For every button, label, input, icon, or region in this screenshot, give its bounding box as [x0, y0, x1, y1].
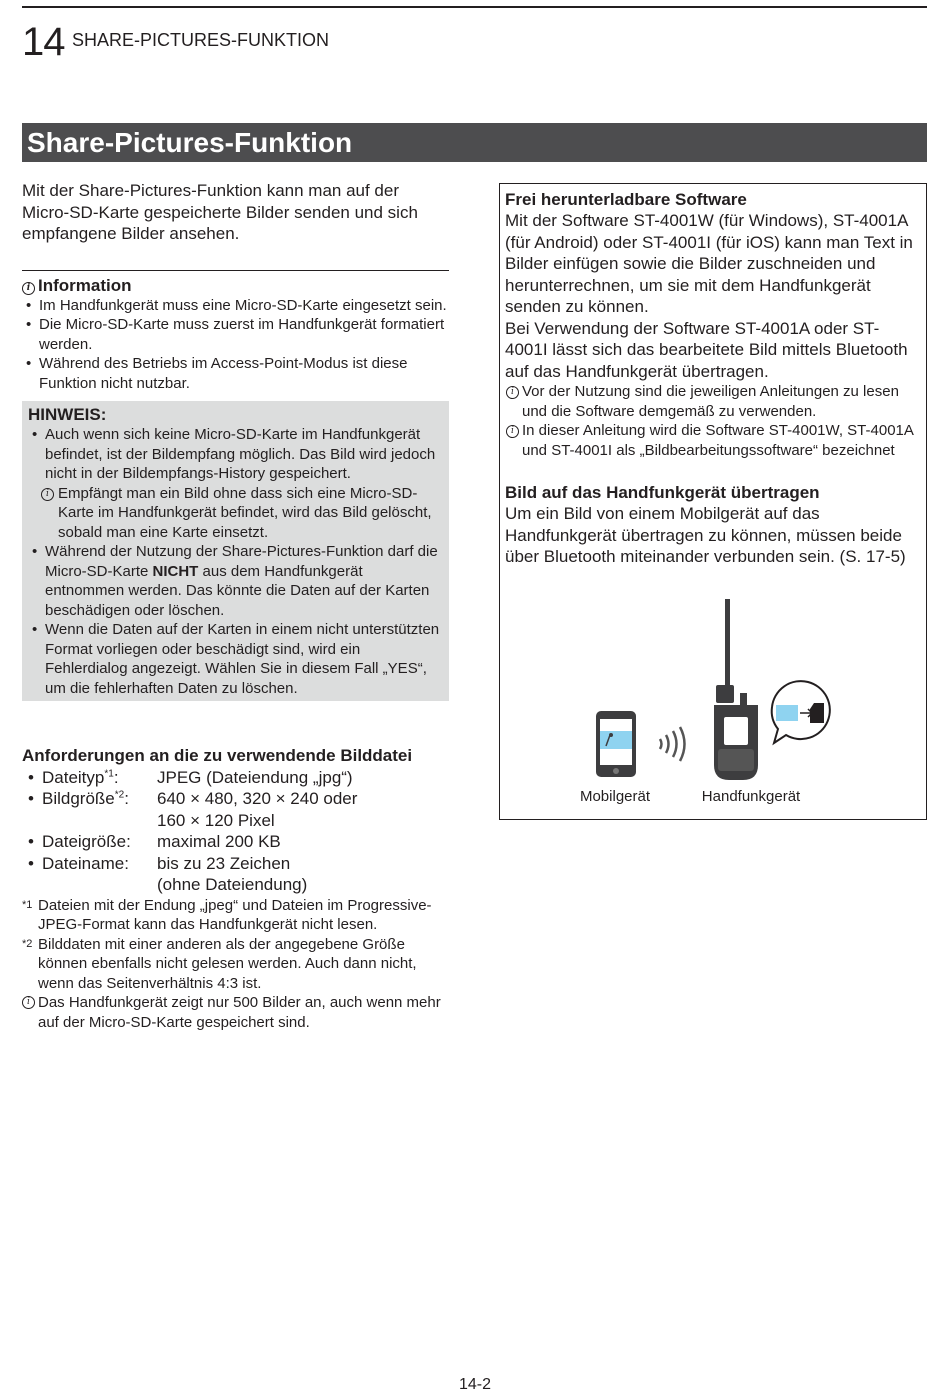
transfer-heading: Bild auf das Handfunkgerät übertragen — [505, 483, 820, 502]
transfer-text: Um ein Bild von einem Mobilgerät auf das Handfunkgerät übertragen zu können, müssen beide über Bluetooth miteinander verbunden sein. (S. 17-5) — [505, 504, 906, 566]
mobile-label: Mobilgerät — [579, 788, 651, 804]
footnote: *1 Dateien mit der Endung „jpeg“ und Dateien im Progressive-JPEG-Format kann das Handfunkgerät nicht lesen. — [22, 896, 432, 933]
header-rule — [22, 6, 927, 8]
list-item: • Während der Nutzung der Share-Pictures-Funktion darf die Micro-SD-Karte NICHT aus dem Handfunkgerät entnommen werden. Das könnte die Daten auf der Karten beschädigen oder löschen. — [28, 542, 443, 620]
info-circle-icon: i — [41, 488, 54, 501]
requirements-block — [22, 745, 449, 1032]
info-circle-icon: i — [22, 996, 35, 1009]
software-box — [499, 183, 927, 820]
info-note: i Vor der Nutzung sind die jeweiligen Anleitungen zu lesen und die Software demgemäß zu verwenden. — [505, 382, 921, 421]
page-number: 14-2 — [458, 1376, 492, 1393]
handheld-radio-icon — [714, 599, 758, 780]
requirements-heading: Anforderungen an die zu verwendende Bilddatei — [22, 746, 413, 765]
list-item: • Im Handfunkgerät muss eine Micro-SD-Karte eingesetzt sein. — [22, 296, 449, 316]
information-block — [22, 270, 449, 394]
footnote: *2 Bilddaten mit einer anderen als der angegebene Größe können ebenfalls nicht gelesen werden. Auch dann nicht, wenn das Seitenverhältnis 4:3 ist. — [22, 935, 417, 992]
software-heading: Frei herunterladbare Software — [505, 190, 747, 209]
hinweis-block — [22, 401, 449, 701]
radio-label: Handfunkgerät — [701, 788, 801, 804]
transfer-section — [505, 482, 921, 568]
hinweis-list — [28, 425, 443, 698]
info-circle-icon: i — [506, 386, 519, 399]
hinweis-heading: HINWEIS: — [28, 405, 107, 424]
information-heading: i Information — [22, 275, 449, 296]
intro-text: Mit der Share-Pictures-Funktion kann man auf der Micro-SD-Karte gespeicherte Bilder senden und sich empfangene Bilder ansehen. — [22, 181, 418, 243]
chapter-number: 14 — [22, 20, 65, 64]
radio-waves-icon — [660, 727, 685, 761]
speech-bubble-icon — [772, 681, 830, 743]
requirement-row: • Dateityp$^{*1}$: JPEG (Dateiendung „jpg“) — [22, 767, 449, 789]
list-item: • Wenn die Daten auf der Karten in einem nicht unterstützten Format vorliegen oder beschädigt sind, wird ein Fehlerdialog angezeigt. Wählen Sie in diesem Fall „YES“, um die fehlerhaften Daten zu löschen. — [28, 620, 443, 698]
requirement-row: • Dateiname: bis zu 23 Zeichen (ohne Dateiendung) — [22, 853, 449, 896]
software-text: Mit der Software ST-4001W (für Windows), ST-4001A (für Android) oder ST-4001I (für iOS) kann man Text in Bilder einfügen sowie die Bilder zuschneiden und herunterrechnen, um sie mit dem Handfunkgerät senden zu können. — [505, 211, 913, 316]
software-text: Bei Verwendung der Software ST-4001A oder ST-4001I lässt sich das bearbeitete Bild mittels Bluetooth auf das Handfunkgerät übertragen. — [505, 318, 908, 381]
requirement-row: • Bildgröße$^{*2}$: 640 × 480, 320 × 240 oder 160 × 120 Pixel — [22, 788, 449, 831]
smartphone-icon — [596, 711, 636, 777]
info-note: i In dieser Anleitung wird die Software ST-4001W, ST-4001A und ST-4001I als „Bildbearbeitungssoftware“ bezeichnet — [505, 421, 921, 460]
requirement-row: • Dateigröße: maximal 200 KB — [22, 831, 449, 853]
chapter-title: SHARE-PICTURES-FUNKTION — [72, 30, 330, 50]
left-column — [22, 180, 449, 1032]
sub-note: i Empfängt man ein Bild ohne dass sich eine Micro-SD-Karte im Handfunkgerät befindet, wird das Bild gelöscht, sobald man eine Karte einsetzt. — [28, 484, 443, 543]
list-item: • Während des Betriebs im Access-Point-Modus ist diese Funktion nicht nutzbar. — [22, 354, 449, 393]
info-circle-icon: i — [506, 425, 519, 438]
list-item: • Die Micro-SD-Karte muss zuerst im Handfunkgerät formatiert werden. — [22, 315, 449, 354]
section-title: Share-Pictures-Funktion — [22, 123, 927, 162]
info-circle-icon: i — [22, 282, 35, 295]
information-list — [22, 296, 449, 394]
emphasis-text: NICHT — [152, 562, 199, 580]
list-item: • Auch wenn sich keine Micro-SD-Karte im Handfunkgerät befindet, ist der Bildempfang möglich. Das Bild wird jedoch nicht in der Bildempfangs-History gespeichert. — [28, 425, 443, 484]
bluetooth-transfer-illustration — [500, 589, 926, 804]
info-note: i Das Handfunkgerät zeigt nur 500 Bilder an, auch wenn mehr auf der Micro-SD-Karte gespeichert sind. — [22, 993, 449, 1032]
